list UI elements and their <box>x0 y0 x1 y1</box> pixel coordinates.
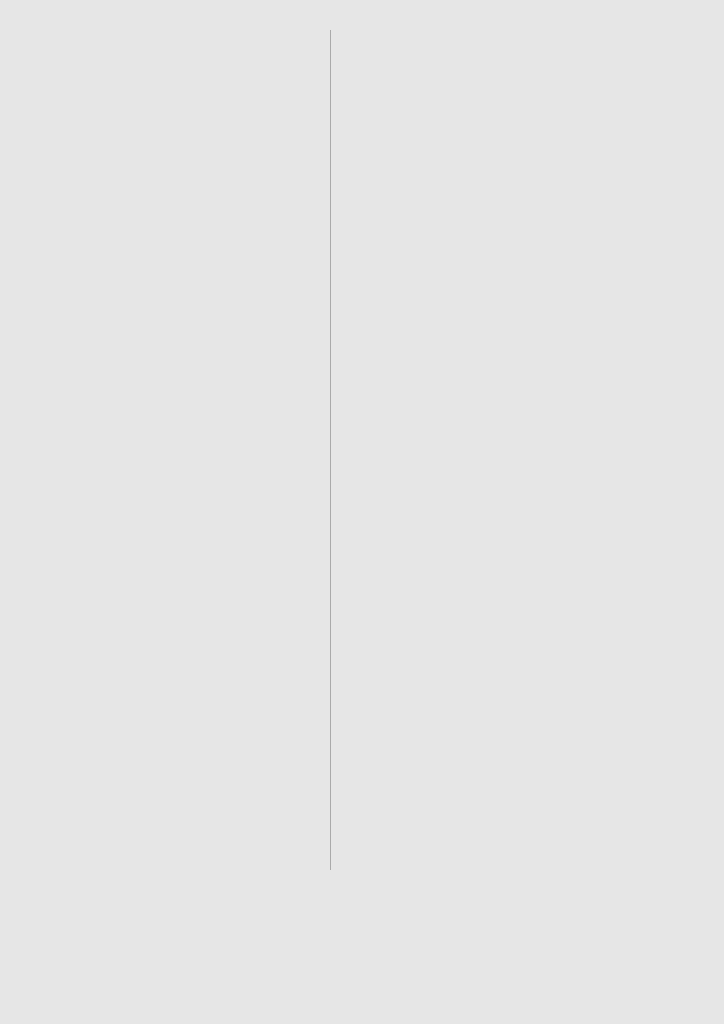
column-divider <box>330 30 331 870</box>
table-header <box>38 33 688 51</box>
